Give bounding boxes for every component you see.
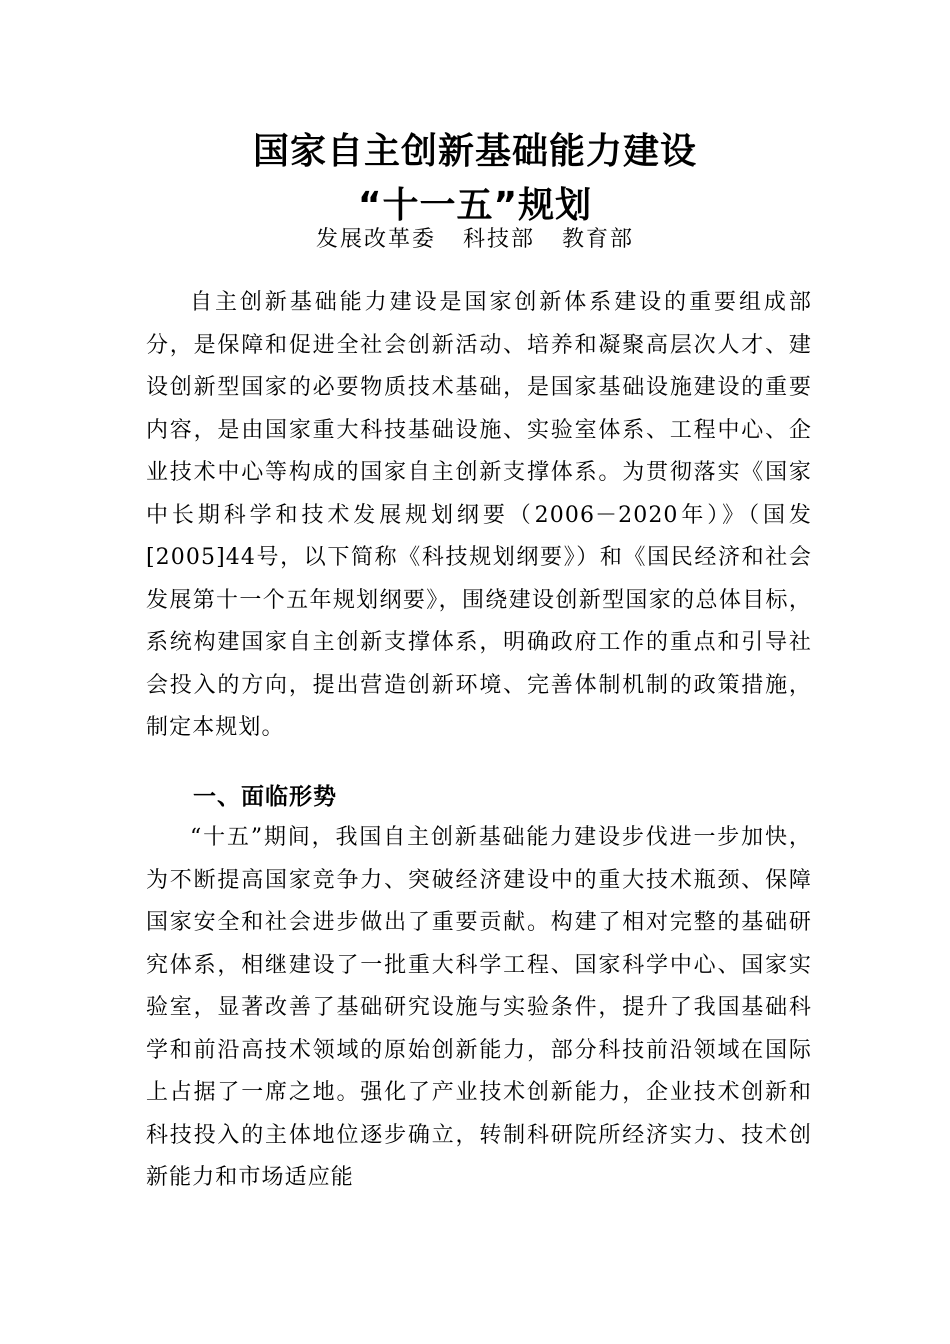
document-authors: 发展改革委 科技部 教育部 <box>316 227 634 252</box>
paragraph-intro: 自主创新基础能力建设是国家创新体系建设的重要组成部分，是保障和促进全社会创新活动、培养和凝聚高层次人才、建设创新型国家的必要物质技术基础，是国家基础设施建设的重要内容，是由国家重大科技基础设施、实验室体系、工程中心、企业技术中心等构成的国家自主创新支撑体系。为贯彻落实《国家中长期科学和技术发展规划纲要（2006－2020年）》（国发[2005]44号，以下简称《科技规划纲要》）和《国民经济和社会发展第十一个五年规划纲要》，围绕建设创新型国家的总体目标，系统构建国家自主创新支撑体系，明确政府工作的重点和引导社会投入的方向，提出营造创新环境、完善体制机制的政策措施，制定本规划。 <box>146 290 812 740</box>
document-title-line-2: “十一五”规划 <box>357 185 593 226</box>
paragraph-situation: “十五”期间，我国自主创新基础能力建设步伐进一步加快，为不断提高国家竞争力、突破经济建设中的重大技术瓶颈、保障国家安全和社会进步做出了重要贡献。构建了相对完整的基础研究体系，相继建设了一批重大科学工程、国家科学中心、国家实验室，显著改善了基础研究设施与实验条件，提升了我国基础科学和前沿高技术领域的原始创新能力，部分科技前沿领域在国际上占据了一席之地。强化了产业技术创新能力，企业技术创新和科技投入的主体地位逐步确立，转制科研院所经济实力、技术创新能力和市场适应能 <box>146 825 812 1190</box>
document-title-line-1: 国家自主创新基础能力建设 <box>252 131 697 172</box>
section-heading-1: 一、面临形势 <box>193 784 337 810</box>
